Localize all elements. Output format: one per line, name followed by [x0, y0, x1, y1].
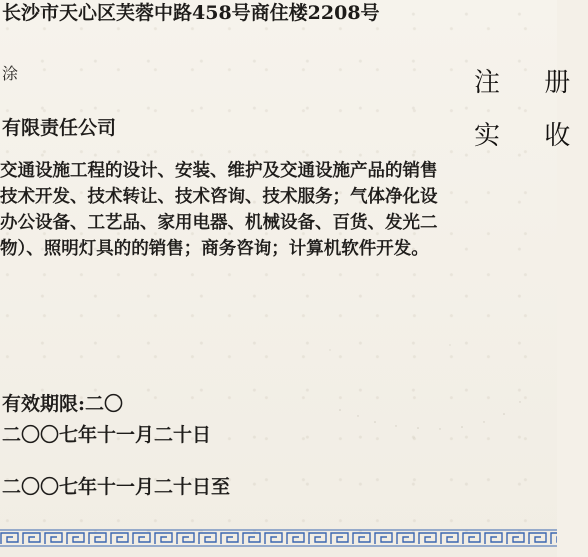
legal-representative-text: 涂 [2, 64, 19, 83]
business-scope [0, 158, 438, 262]
paid-in-capital-label: 实 收 [474, 121, 588, 151]
company-type-text: 有限责任公司 [2, 117, 117, 139]
address-text: 长沙市天心区芙蓉中路458号商住楼2208号 [2, 2, 380, 24]
business-scope-line: 交通设施工程的设计、安装、维护及交通设施产品的销售 [0, 161, 438, 181]
business-scope-line: 物）、照明灯具的的销售；商务咨询；计算机软件开发。 [0, 239, 429, 259]
paper-speckle [300, 330, 540, 470]
business-scope-line: 技术开发、技术转让、技术咨询、技术服务；气体净化设 [0, 187, 438, 207]
decorative-border [0, 529, 557, 547]
registered-capital-label: 注 册 [474, 68, 588, 98]
established-date: 二〇〇七年十一月二十日 [2, 424, 212, 446]
greek-key-border-icon [0, 529, 557, 547]
business-scope-line: 办公设备、工艺品、家用电器、机械设备、百货、发光二 [0, 213, 438, 233]
valid-period-label: 有效期限:二〇 [2, 393, 124, 415]
term-start-date: 二〇〇七年十一月二十日至 [2, 476, 231, 498]
